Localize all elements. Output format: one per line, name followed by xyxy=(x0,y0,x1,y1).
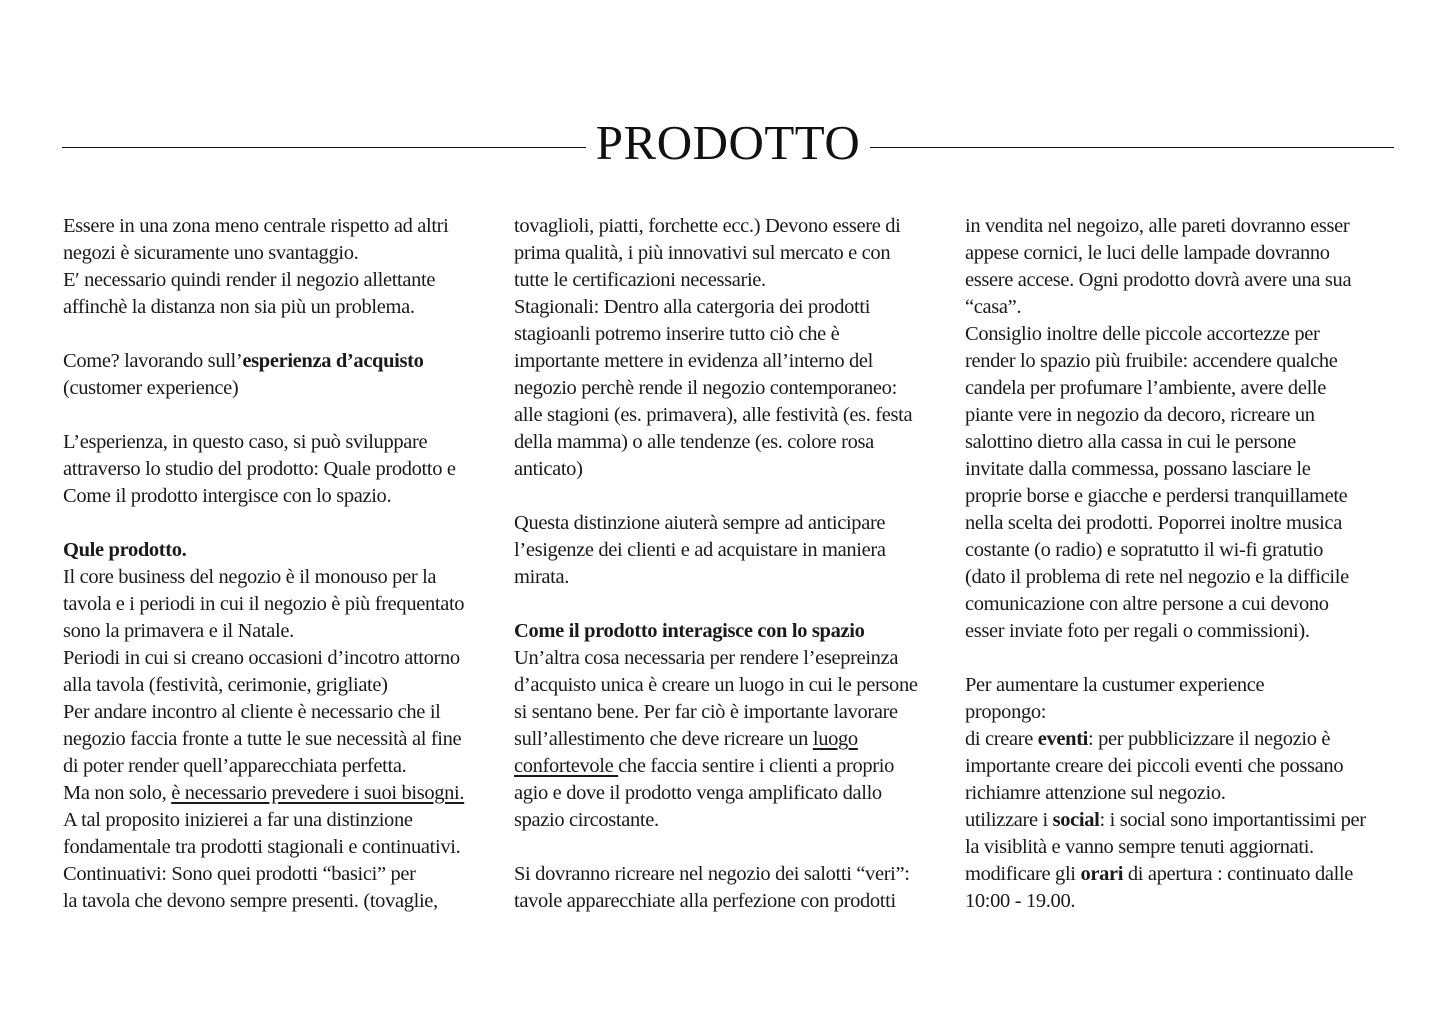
bold-term: social xyxy=(1052,809,1100,831)
text-line xyxy=(965,726,1395,753)
text-line xyxy=(63,348,503,375)
text-line: Per andare incontro al cliente è necessario che il xyxy=(63,701,441,723)
section-heading-text: Qule prodotto. xyxy=(63,539,187,561)
text-span: utilizzare i xyxy=(965,809,1053,831)
text-line: tavola e i periodi in cui il negozio è più frequentato xyxy=(63,593,465,615)
text-line: importante mettere in evidenza all’interno del xyxy=(514,350,874,372)
text-column-3 xyxy=(965,213,1395,915)
text-line: fondamentale tra prodotti stagionali e continuativi. xyxy=(63,836,461,858)
text-span: modificare gli xyxy=(965,863,1081,885)
text-line: render lo spazio più fruibile: accendere qualche xyxy=(965,350,1338,372)
text-line: alle stagioni (es. primavera), alle festività (es. festa xyxy=(514,404,913,426)
text-line: anticato) xyxy=(514,458,583,480)
text-line: propongo: xyxy=(965,701,1047,723)
text-column-2 xyxy=(514,213,954,915)
text-line: spazio circostante. xyxy=(514,809,659,831)
text-line: Per aumentare la custumer experience xyxy=(965,674,1265,696)
text-line: Continuativi: Sono quei prodotti “basici” per xyxy=(63,863,416,885)
text-line: importante creare dei piccoli eventi che possano xyxy=(965,755,1344,777)
text-line: Questa distinzione aiuterà sempre ad anticipare xyxy=(514,512,886,534)
text-line: Periodi in cui si creano occasioni d’incotro attorno xyxy=(63,647,460,669)
underlined-text: confortevole xyxy=(514,755,619,777)
title-rule-left xyxy=(62,147,586,148)
text-line: agio e dove il prodotto venga amplificato dallo xyxy=(514,782,882,804)
text-line xyxy=(514,726,954,753)
text-span: di creare xyxy=(965,728,1038,750)
text-line: negozio perchè rende il negozio contemporaneo: xyxy=(514,377,897,399)
text-column-1 xyxy=(63,213,503,915)
text-line: Stagionali: Dentro alla catergoria dei prodotti xyxy=(514,296,871,318)
text-line: mirata. xyxy=(514,566,570,588)
text-span: : per pubblicizzare il negozio è xyxy=(1088,728,1331,750)
text-line: essere accese. Ogni prodotto dovrà avere una sua xyxy=(965,269,1352,291)
text-line: la visiblità e vanno sempre tenuti aggiornati. xyxy=(965,836,1314,858)
bold-term: orari xyxy=(1080,863,1124,885)
text-span: Ma non solo, xyxy=(63,782,172,804)
text-line: costante (o radio) e sopratutto il wi-fi gratutio xyxy=(965,539,1324,561)
text-line: alla tavola (festività, cerimonie, grigliate) xyxy=(63,674,388,696)
text-line: tovaglioli, piatti, forchette ecc.) Devono essere di xyxy=(514,215,901,237)
text-span: che faccia sentire i clienti a proprio xyxy=(618,755,895,777)
text-line: la tavola che devono sempre presenti. (tovaglie, xyxy=(63,890,438,912)
text-line: comunicazione con altre persone a cui devono xyxy=(965,593,1329,615)
text-line: negozio faccia fronte a tutte le sue necessità al fine xyxy=(63,728,462,750)
text-line: appese cornici, le luci delle lampade dovranno xyxy=(965,242,1330,264)
text-line: prima qualità, i più innovativi sul mercato e con xyxy=(514,242,891,264)
text-line: (dato il problema di rete nel negozio e la difficile xyxy=(965,566,1349,588)
text-line: richiamre attenzione sul negozio. xyxy=(965,782,1226,804)
page-header xyxy=(62,112,1394,176)
text-line xyxy=(63,780,503,807)
text-line: invitate dalla commessa, possano lasciare le xyxy=(965,458,1311,480)
text-line: negozi è sicuramente uno svantaggio. xyxy=(63,242,359,264)
page-title: PRODOTTO xyxy=(595,115,861,170)
text-line: A tal proposito inizierei a far una distinzione xyxy=(63,809,413,831)
text-span: sull’allestimento che deve ricreare un xyxy=(514,728,813,750)
text-span: di apertura : continuato dalle xyxy=(1123,863,1354,885)
underlined-text: luogo xyxy=(812,728,858,750)
section-heading-text: Come il prodotto interagisce con lo spazio xyxy=(514,620,865,642)
text-line: (customer experience) xyxy=(63,377,239,399)
text-line: Il core business del negozio è il monouso per la xyxy=(63,566,437,588)
text-line: Come il prodotto intergisce con lo spazio. xyxy=(63,485,392,507)
text-line: Un’altra cosa necessaria per rendere l’esepreinza xyxy=(514,647,899,669)
text-line: Consiglio inoltre delle piccole accortezze per xyxy=(965,323,1320,345)
text-line: sono la primavera e il Natale. xyxy=(63,620,294,642)
text-line: d’acquisto unica è creare un luogo in cui le persone xyxy=(514,674,918,696)
text-line: E′ necessario quindi render il negozio allettante xyxy=(63,269,436,291)
text-line: tutte le certificazioni necessarie. xyxy=(514,269,766,291)
text-line: nella scelta dei prodotti. Poporrei inoltre musica xyxy=(965,512,1343,534)
text-line: candela per profumare l’ambiente, avere delle xyxy=(965,377,1327,399)
text-line xyxy=(965,807,1395,834)
bold-term: esperienza d’acquisto xyxy=(242,350,424,372)
text-line xyxy=(965,861,1395,888)
text-line: si sentano bene. Per far ciò è importante lavorare xyxy=(514,701,898,723)
text-line: in vendita nel negoizo, alle pareti dovranno esser xyxy=(965,215,1350,237)
text-line: attraverso lo studio del prodotto: Quale prodotto e xyxy=(63,458,456,480)
text-line: “casa”. xyxy=(965,296,1022,318)
text-line: 10:00 - 19.00. xyxy=(965,890,1076,912)
text-line: Si dovranno ricreare nel negozio dei salotti “veri”: xyxy=(514,863,910,885)
section-heading xyxy=(63,537,503,564)
text-line: l’esigenze dei clienti e ad acquistare in maniera xyxy=(514,539,886,561)
text-line: della mamma) o alle tendenze (es. colore rosa xyxy=(514,431,874,453)
title-rule-right xyxy=(870,147,1394,148)
text-line: L’esperienza, in questo caso, si può sviluppare xyxy=(63,431,428,453)
section-heading xyxy=(514,618,954,645)
text-line: esser inviate foto per regali o commissioni). xyxy=(965,620,1310,642)
text-span: Come? lavorando sull’ xyxy=(63,350,243,372)
text-line xyxy=(514,753,954,780)
text-line: affinchè la distanza non sia più un problema. xyxy=(63,296,415,318)
text-line: proprie borse e giacche e perdersi tranquillamete xyxy=(965,485,1348,507)
text-line: salottino dietro alla cassa in cui le persone xyxy=(965,431,1296,453)
underlined-text: è necessario prevedere i suoi bisogni. xyxy=(171,782,465,804)
text-line: stagioanli potremo inserire tutto ciò che è xyxy=(514,323,840,345)
text-line: di poter render quell’apparecchiata perfetta. xyxy=(63,755,407,777)
text-line: piante vere in negozio da decoro, ricreare un xyxy=(965,404,1315,426)
text-line: Essere in una zona meno centrale rispetto ad altri xyxy=(63,215,449,237)
bold-term: eventi xyxy=(1037,728,1089,750)
text-span: : i social sono importantissimi per xyxy=(1099,809,1366,831)
text-line: tavole apparecchiate alla perfezione con prodotti xyxy=(514,890,896,912)
